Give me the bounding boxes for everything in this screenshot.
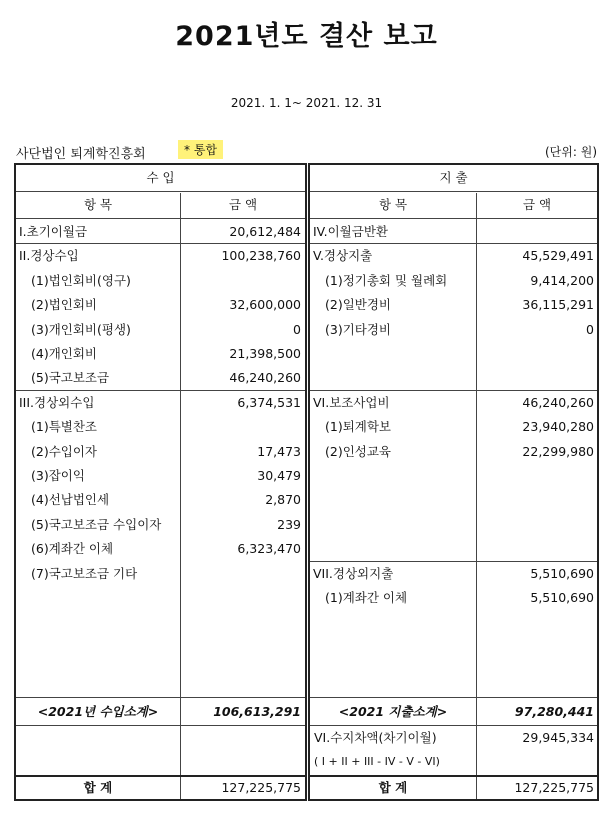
income-amount-header: 금 액 bbox=[228, 197, 258, 212]
income-row-amount: 6,374,531 bbox=[237, 394, 301, 410]
expense-row-item bbox=[313, 366, 475, 390]
income-row-item: III.경상외수입 bbox=[19, 394, 95, 410]
income-row-amount: 32,600,000 bbox=[229, 297, 301, 313]
expense-row-amount bbox=[477, 366, 594, 390]
expense-row-amount bbox=[477, 537, 594, 561]
income-total-amount: 127,225,775 bbox=[221, 780, 301, 795]
income-row-amount: 2,870 bbox=[265, 492, 301, 508]
expense-row-item: (3)기타경비 bbox=[325, 321, 392, 337]
income-row-item: (1)특별찬조 bbox=[31, 419, 98, 435]
expense-row-amount: 23,940,280 bbox=[522, 419, 594, 435]
expense-row-item: (2)인성교육 bbox=[325, 443, 392, 459]
income-row-amount bbox=[181, 415, 301, 439]
expense-row-item bbox=[313, 537, 475, 561]
income-row-item: (3)개인회비(평생) bbox=[31, 321, 131, 337]
expense-row-item: VII.경상외지출 bbox=[313, 565, 394, 581]
expense-row-item bbox=[313, 342, 475, 366]
balance-formula: ( I + II + III - IV - V - VI) bbox=[314, 755, 440, 768]
income-row-item: (5)국고보조금 bbox=[31, 370, 110, 386]
income-row-amount: 239 bbox=[277, 516, 301, 532]
expense-row-amount: 22,299,980 bbox=[522, 443, 594, 459]
income-row-item: (6)계좌간 이체 bbox=[31, 541, 114, 557]
expense-row-item bbox=[313, 513, 475, 537]
expense-row-amount: 5,510,690 bbox=[530, 590, 594, 605]
income-row-item: (1)법인회비(영구) bbox=[31, 272, 131, 288]
income-table bbox=[14, 163, 307, 801]
income-row-amount: 20,612,484 bbox=[229, 224, 301, 239]
settlement-ledger bbox=[14, 163, 599, 803]
expense-total-amount: 127,225,775 bbox=[514, 780, 594, 795]
income-row-amount bbox=[181, 562, 301, 586]
income-row-item: (7)국고보조금 기타 bbox=[31, 565, 138, 581]
expense-row-item: V.경상지출 bbox=[313, 248, 373, 264]
balance-label: VI.수지차액(차기이월) bbox=[314, 730, 437, 745]
expense-row-item: IV.이월금반환 bbox=[313, 224, 388, 239]
report-period: 2021. 1. 1~ 2021. 12. 31 bbox=[230, 96, 383, 110]
income-row-item: (4)선납법인세 bbox=[31, 492, 110, 508]
income-row-amount: 30,479 bbox=[257, 468, 301, 483]
expense-row-amount bbox=[477, 513, 594, 537]
income-row-amount: 17,473 bbox=[257, 443, 301, 459]
expense-row-item: (2)일반경비 bbox=[325, 297, 392, 313]
income-subtotal-label: <2021년 수입소계> bbox=[37, 704, 159, 719]
income-row-item: I.초기이월금 bbox=[19, 224, 88, 239]
expense-row-item: VI.보조사업비 bbox=[313, 394, 390, 410]
expense-row-item: (1)퇴계학보 bbox=[325, 419, 392, 435]
income-row-item: (5)국고보조금 수입이자 bbox=[31, 516, 162, 532]
expense-row-amount: 5,510,690 bbox=[530, 565, 594, 581]
scope-badge: * 통합 bbox=[178, 140, 223, 159]
expense-total-label: 합 계 bbox=[378, 780, 408, 795]
report-title: 2021년도 결산 보고 bbox=[175, 21, 438, 52]
expense-subtotal-amount: 97,280,441 bbox=[514, 704, 594, 719]
income-row-amount: 21,398,500 bbox=[229, 346, 301, 361]
expense-row-amount: 45,529,491 bbox=[522, 248, 594, 264]
income-row-amount: 6,323,470 bbox=[237, 541, 301, 557]
income-subtotal-amount: 106,613,291 bbox=[213, 704, 301, 719]
expense-amount-header: 금 액 bbox=[522, 197, 552, 212]
expense-item-header: 항 목 bbox=[378, 197, 408, 212]
income-row-amount bbox=[181, 269, 301, 293]
expense-table bbox=[308, 163, 599, 801]
income-row-item: II.경상수입 bbox=[19, 248, 79, 264]
income-row-amount: 46,240,260 bbox=[229, 370, 301, 386]
expense-row-amount: 0 bbox=[586, 321, 594, 337]
expense-subtotal-label: <2021 지출소계> bbox=[338, 704, 448, 719]
expense-row-amount bbox=[477, 220, 594, 244]
balance-amount: 29,945,334 bbox=[522, 730, 594, 745]
expense-row-amount: 46,240,260 bbox=[522, 394, 594, 410]
income-row-item: (4)개인회비 bbox=[31, 346, 98, 361]
expense-row-item: (1)계좌간 이체 bbox=[325, 590, 408, 605]
expense-row-amount bbox=[477, 488, 594, 512]
income-row-amount: 100,238,760 bbox=[221, 248, 301, 264]
income-row-item: (3)잡이익 bbox=[31, 468, 85, 483]
expense-row-amount: 36,115,291 bbox=[522, 297, 594, 313]
expense-row-item bbox=[313, 488, 475, 512]
unit-label: (단위: 원) bbox=[545, 145, 597, 159]
expense-row-amount bbox=[477, 342, 594, 366]
expense-row-item bbox=[313, 464, 475, 488]
income-row-amount: 0 bbox=[293, 321, 301, 337]
expense-section-header: 지 출 bbox=[439, 170, 468, 185]
expense-row-amount bbox=[477, 464, 594, 488]
expense-row-item: (1)정기총회 및 월례회 bbox=[325, 272, 448, 288]
expense-row-amount: 9,414,200 bbox=[530, 272, 594, 288]
income-total-label: 합 계 bbox=[83, 780, 113, 795]
income-item-header: 항 목 bbox=[83, 197, 113, 212]
income-row-item: (2)수입이자 bbox=[31, 443, 98, 459]
income-row-item: (2)법인회비 bbox=[31, 297, 98, 313]
organization-name: 사단법인 퇴계학진흥회 bbox=[16, 147, 146, 162]
income-section-header: 수 입 bbox=[146, 170, 175, 185]
